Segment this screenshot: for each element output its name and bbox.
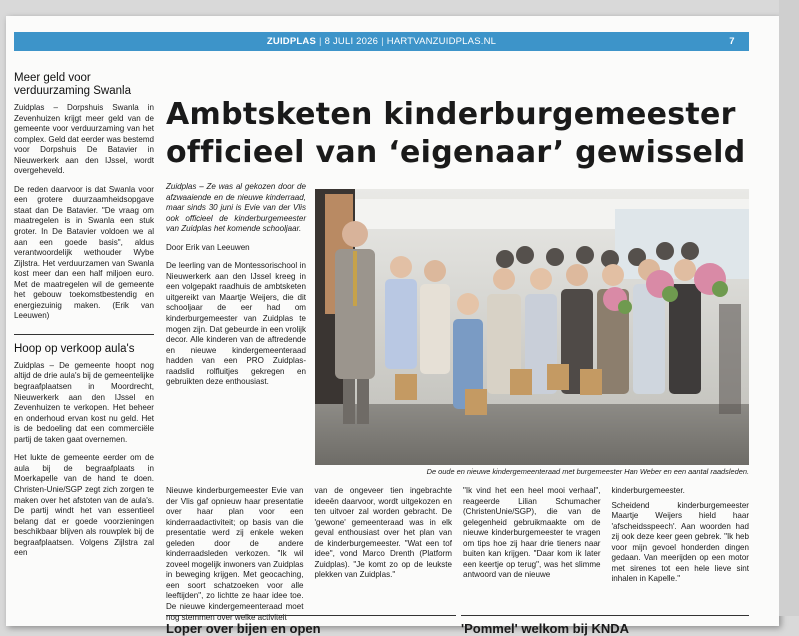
section-divider bbox=[461, 615, 749, 616]
body-paragraph: van de ongeveer tien ingebrachte ideeën daarvoor, wordt uitgekozen en ten uitvoer zal worden gebracht. De 'gewone' gemeenteraad was in elk geval enthousiast over het plan van de kinderburgemeester. "Wat een tof idee", vond Marco Drenth (Platform Zuidplas). "Je komt zo op de leukste plekken van Zuidplas." bbox=[314, 486, 452, 580]
byline: Door Erik van Leeuwen bbox=[166, 242, 250, 252]
section-divider bbox=[166, 615, 456, 616]
body-column-2 bbox=[315, 486, 453, 636]
group-photo bbox=[315, 189, 749, 465]
sidebar-headline-2: Hoop op verkoop aula's bbox=[14, 342, 135, 355]
body-paragraph: "Ik vind het een heel mooi verhaal", reageerde Lilian Schumacher (ChristenUnie/SGP), die van de gelegenheid gebruikmaakte om de nieuwe kinderburgemeester te vragen om tips hoe zij haar drie tieners naar buiten kan krijgen. "Daar kom ik later een keertje op terug", was het slimme antwoord van de nieuwe bbox=[463, 486, 601, 580]
page-gutter bbox=[779, 0, 799, 616]
sidebar-paragraph: Zuidplas – De gemeente hoopt nog altijd de drie aula's bij de gemeentelijke begraafplaatsen in Moordrecht, Nieuwerkerk aan den IJssel en Zevenhuizen te verkopen. Het beheer en onderhoud ervan kost nu geld. Het is de bedoeling dat een commerciële partij de taken gaat overnemen. bbox=[14, 360, 154, 444]
newspaper-page bbox=[6, 16, 779, 636]
next-article-headline-2: 'Pommel' welkom bij KNDA bbox=[461, 621, 629, 636]
sidebar-paragraph: Het lukte de gemeente eerder om de aula bij de begraafplaats in Moerkapelle van de hand te doen. Christen-Unie/SGP zegt zich zorgen te maken over het afstoten van de aula's. De partij windt het van essentieel belang dat er goede voorzieningen beschikbaar blijven als rouwplek bij de begraafplaatsen. Volgens Zijlstra zal een bbox=[14, 453, 154, 558]
sidebar-paragraph: Zuidplas – Dorpshuis Swanla in Zevenhuizen krijgt meer geld van de gemeente voor verduurzaming van het complex. Geld dat eerder was bestemd voor Dorpshuis De Batavier in Nieuwerkerk aan den IJssel, wordt overgeheveld. bbox=[14, 103, 154, 176]
sidebar-divider bbox=[14, 334, 154, 335]
body-column-1 bbox=[166, 486, 304, 636]
site-url: HARTVANZUIDPLAS.NL bbox=[386, 36, 497, 47]
photo-caption: De oude en nieuwe kindergemeenteraad met burgemeester Han Weber en een aantal raadsleden. bbox=[426, 467, 749, 476]
sidebar-paragraph: De reden daarvoor is dat Swanla voor een grotere duurzaamheidsopgave staat dan De Batavier. "De vraag om maatregelen is in Swanla een stuk groter. In De Batavier voldoen we al aan een goede basis", aldus verantwoordelijk wethouder Wybe Zijlstra. Het verduurzamen van Swanla kost meer dan een half miljoen euro. Met de maatregelen wil de gemeente het gebouw toekomstbestendig en energiezuinig maken. (Erik van Leeuwen) bbox=[14, 184, 154, 321]
sidebar-headline-1: Meer geld voor verduurzaming Swanla bbox=[14, 72, 131, 97]
main-headline: Ambtsketen kinderburgemeester officieel van ‘eigenaar’ gewisseld bbox=[166, 97, 746, 171]
page-header-bar: ZUIDPLAS | 8 JULI 2026 | HARTVANZUIDPLAS.NL 7 bbox=[14, 32, 749, 51]
body-paragraph: Nieuwe kinderburgemeester Evie van der Vlis gaf opnieuw haar presentatie over haar plan voor een kinderraadactiviteit; op basis van die presentatie werd zij enkele weken geleden door de andere kinderraadsleden verkozen. "Ik wil zoveel mogelijk inwoners van Zuidplas in beweging krijgen. Met geocaching, een soort schatzoeken voor alle leeftijden", zo lichtte ze haar idee toe. De nieuwe kindergemeenteraad moet nog stemmen over welke activiteit bbox=[166, 486, 304, 622]
article-intro bbox=[166, 182, 306, 396]
issue-date: 8 JULI 2026 bbox=[324, 36, 379, 47]
body-column-4 bbox=[612, 486, 750, 636]
body-paragraph: kinderburgemeester. bbox=[611, 486, 685, 495]
next-article-headline-1: Loper over bijen en open bbox=[166, 621, 321, 636]
sidebar-news bbox=[14, 72, 154, 567]
body-paragraph: Scheidend kinderburgemeester Maartje Weijers hield haar 'afscheidsspeech'. Aan woorden had zij ook deze keer geen gebrek. "Ik heb voor mijn gevoel honderden dingen gedaan. Van meerijden op een motor met sirenes tot een hele lieve sint inhalen in Kapelle." bbox=[611, 500, 749, 584]
article-body bbox=[166, 486, 749, 636]
masthead: ZUIDPLAS bbox=[266, 36, 316, 47]
page-number: 7 bbox=[721, 32, 743, 51]
body-column-3 bbox=[463, 486, 601, 636]
article-lead: Zuidplas – Ze was al gekozen door de afzwaaiende en de nieuwe kinderraad, maar sinds 30 juni is Evie van der Vlis ook officieel de kinderburgemeester van Zuidplas het komende schooljaar. bbox=[166, 182, 306, 234]
intro-paragraph: De leerling van de Montessorischool in Nieuwerkerk aan den IJssel kreeg in een volgepakt raadhuis de ambtsketen uitgereikt van Maartje Weijers, die dit schooljaar de eer had om kinderburgemeester van Zuidplas te mogen zijn. Dat gebeurde in een vrolijk decor. Alle kinderen van de aftredende en nieuwe kindergemeenteraad hadden van een PRO Zuidplas-raadslid rolfluitjes gekregen en gebruikten deze enthousiast. bbox=[166, 261, 306, 387]
